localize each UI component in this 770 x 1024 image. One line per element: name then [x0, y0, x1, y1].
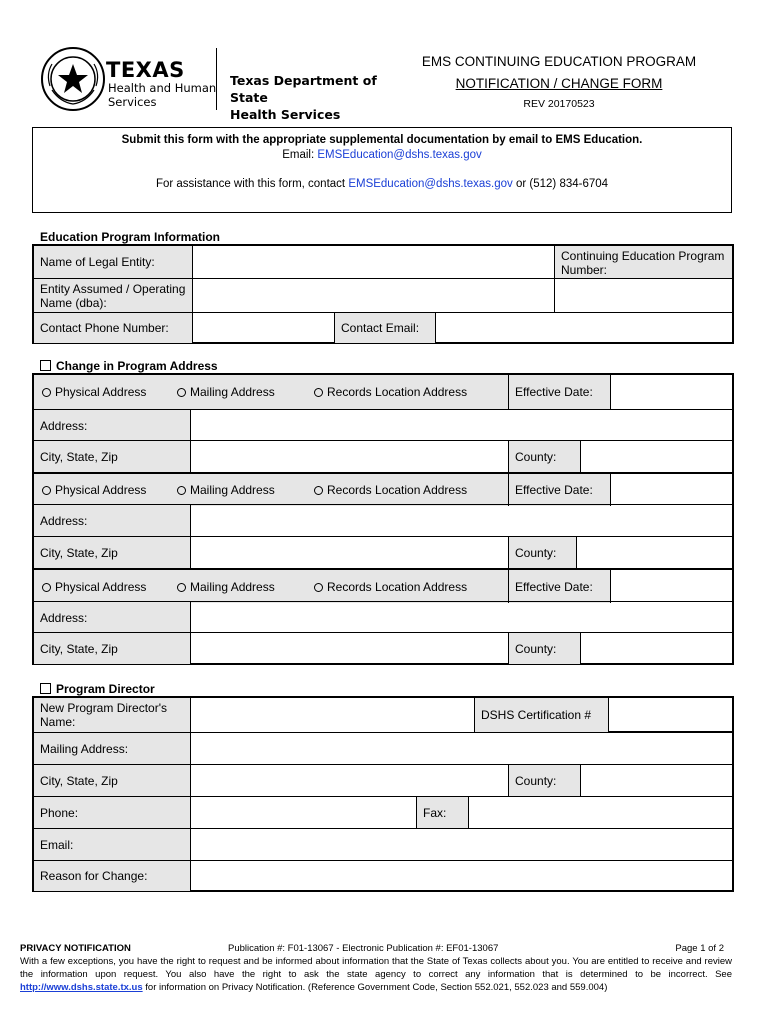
- contact-email-label: Contact Email:: [334, 313, 435, 343]
- county-field[interactable]: [580, 633, 732, 664]
- director-county-label: County:: [508, 765, 580, 797]
- dba-field[interactable]: [192, 279, 554, 313]
- address-table: [32, 373, 734, 665]
- address-type-row: [34, 570, 508, 603]
- director-phone-field[interactable]: [190, 797, 416, 829]
- logo-dshs-text: Texas Department of State Health Services: [230, 73, 377, 122]
- address-type-row: [34, 375, 508, 409]
- director-fax-label: Fax:: [416, 797, 468, 829]
- city-state-zip-label: City, State, Zip: [34, 441, 190, 473]
- assistance-email-link[interactable]: EMSEducation@dshs.texas.gov: [348, 178, 513, 190]
- physical-address-option[interactable]: Physical Address: [42, 483, 146, 497]
- contact-phone-label: Contact Phone Number:: [34, 313, 192, 343]
- records-address-option[interactable]: Records Location Address: [314, 385, 467, 399]
- radio-icon: [314, 388, 323, 397]
- director-phone-label: Phone:: [34, 797, 190, 829]
- address-label: Address:: [34, 602, 190, 633]
- effective-date-label: Effective Date:: [508, 474, 610, 506]
- director-table: [32, 696, 734, 892]
- address-field[interactable]: [190, 410, 732, 441]
- change-director-checkbox[interactable]: [40, 683, 51, 694]
- director-fax-field[interactable]: [468, 797, 732, 829]
- radio-icon: [177, 486, 186, 495]
- new-director-name-field[interactable]: [190, 698, 474, 732]
- logo-texas-text: TEXAS: [106, 58, 185, 82]
- director-email-label: Email:: [34, 829, 190, 861]
- change-address-checkbox[interactable]: [40, 360, 51, 371]
- email-line: Email: EMSEducation@dshs.texas.gov: [282, 149, 482, 161]
- address-field[interactable]: [190, 602, 732, 633]
- mailing-address-option[interactable]: Mailing Address: [177, 385, 275, 399]
- form-revision: REV 20170523: [523, 98, 595, 110]
- email-link[interactable]: EMSEducation@dshs.texas.gov: [317, 149, 482, 161]
- section-title-director: Program Director: [40, 682, 155, 696]
- new-director-name-label: New Program Director's Name:: [34, 698, 190, 732]
- radio-icon: [177, 583, 186, 592]
- assistance-line: For assistance with this form, contact EMSEducation@dshs.texas.gov or (512) 834-6704: [155, 178, 609, 190]
- physical-address-option[interactable]: Physical Address: [42, 385, 146, 399]
- privacy-footer: [20, 942, 732, 994]
- section-title-program-info: Education Program Information: [40, 230, 221, 244]
- privacy-title: PRIVACY NOTIFICATION: [20, 943, 131, 954]
- director-city-state-zip-field[interactable]: [190, 765, 508, 797]
- dshs-cert-label: DSHS Certification #: [474, 698, 608, 732]
- reason-label: Reason for Change:: [34, 861, 190, 891]
- logo-divider: [216, 48, 217, 110]
- logo-hhs-text: Health and Human Services: [108, 81, 217, 109]
- mailing-address-field[interactable]: [190, 733, 732, 765]
- county-label: County:: [508, 537, 576, 569]
- program-info-table: [32, 244, 734, 344]
- dba-label: Entity Assumed / Operating Name (dba):: [34, 279, 192, 313]
- privacy-link[interactable]: http://www.dshs.state.tx.us: [20, 982, 143, 993]
- city-state-zip-label: City, State, Zip: [34, 537, 190, 569]
- ce-number-label: Continuing Education Program Number:: [554, 246, 732, 278]
- radio-icon: [314, 486, 323, 495]
- effective-date-field[interactable]: [610, 375, 732, 409]
- dshs-cert-field[interactable]: [608, 698, 732, 732]
- county-field[interactable]: [576, 537, 732, 569]
- mailing-address-option[interactable]: Mailing Address: [177, 580, 275, 594]
- city-state-zip-field[interactable]: [190, 441, 508, 473]
- radio-icon: [314, 583, 323, 592]
- county-label: County:: [508, 633, 580, 664]
- instructions-text: Submit this form with the appropriate supplemental documentation by email to EMS Education.: [121, 134, 643, 146]
- reason-field[interactable]: [190, 861, 732, 891]
- form-title: EMS CONTINUING EDUCATION PROGRAM: [421, 54, 697, 69]
- director-email-field[interactable]: [190, 829, 732, 861]
- radio-icon: [42, 388, 51, 397]
- city-state-zip-label: City, State, Zip: [34, 633, 190, 664]
- form-subtitle: NOTIFICATION / CHANGE FORM: [455, 76, 663, 91]
- director-city-state-zip-label: City, State, Zip: [34, 765, 190, 797]
- effective-date-label: Effective Date:: [508, 570, 610, 603]
- radio-icon: [42, 486, 51, 495]
- mailing-address-label: Mailing Address:: [34, 733, 190, 765]
- mailing-address-option[interactable]: Mailing Address: [177, 483, 275, 497]
- section-title-address: Change in Program Address: [40, 359, 218, 373]
- legal-entity-field[interactable]: [192, 246, 554, 278]
- director-county-field[interactable]: [580, 765, 732, 797]
- contact-phone-field[interactable]: [192, 313, 334, 343]
- radio-icon: [42, 583, 51, 592]
- privacy-text: With a few exceptions, you have the right to request and be informed about information that the State of Texas collects about you. You are entitled to receive and review the information upon request. You also have the right to ask the state agency to correct any information that is determined to be incorrect. See http://www.dshs.state.tx.us for information on Privacy Notification. (Reference Government Code, Section 552.021, 552.023 and 559.004): [20, 956, 732, 993]
- effective-date-label: Effective Date:: [508, 375, 610, 409]
- address-field[interactable]: [190, 505, 732, 537]
- address-type-row: [34, 474, 508, 506]
- county-field[interactable]: [580, 441, 732, 473]
- legal-entity-label: Name of Legal Entity:: [34, 246, 192, 278]
- effective-date-field[interactable]: [610, 570, 732, 603]
- effective-date-field[interactable]: [610, 474, 732, 506]
- contact-email-field[interactable]: [435, 313, 732, 343]
- records-address-option[interactable]: Records Location Address: [314, 580, 467, 594]
- physical-address-option[interactable]: Physical Address: [42, 580, 146, 594]
- records-address-option[interactable]: Records Location Address: [314, 483, 467, 497]
- address-label: Address:: [34, 505, 190, 537]
- ce-number-field[interactable]: [554, 279, 732, 313]
- address-label: Address:: [34, 410, 190, 441]
- county-label: County:: [508, 441, 580, 473]
- radio-icon: [177, 388, 186, 397]
- publication-number: Publication #: F01-13067 - Electronic Publication #: EF01-13067: [228, 943, 499, 954]
- city-state-zip-field[interactable]: [190, 633, 508, 664]
- page-number: Page 1 of 2: [675, 943, 724, 954]
- texas-seal-logo: [40, 46, 106, 112]
- city-state-zip-field[interactable]: [190, 537, 508, 569]
